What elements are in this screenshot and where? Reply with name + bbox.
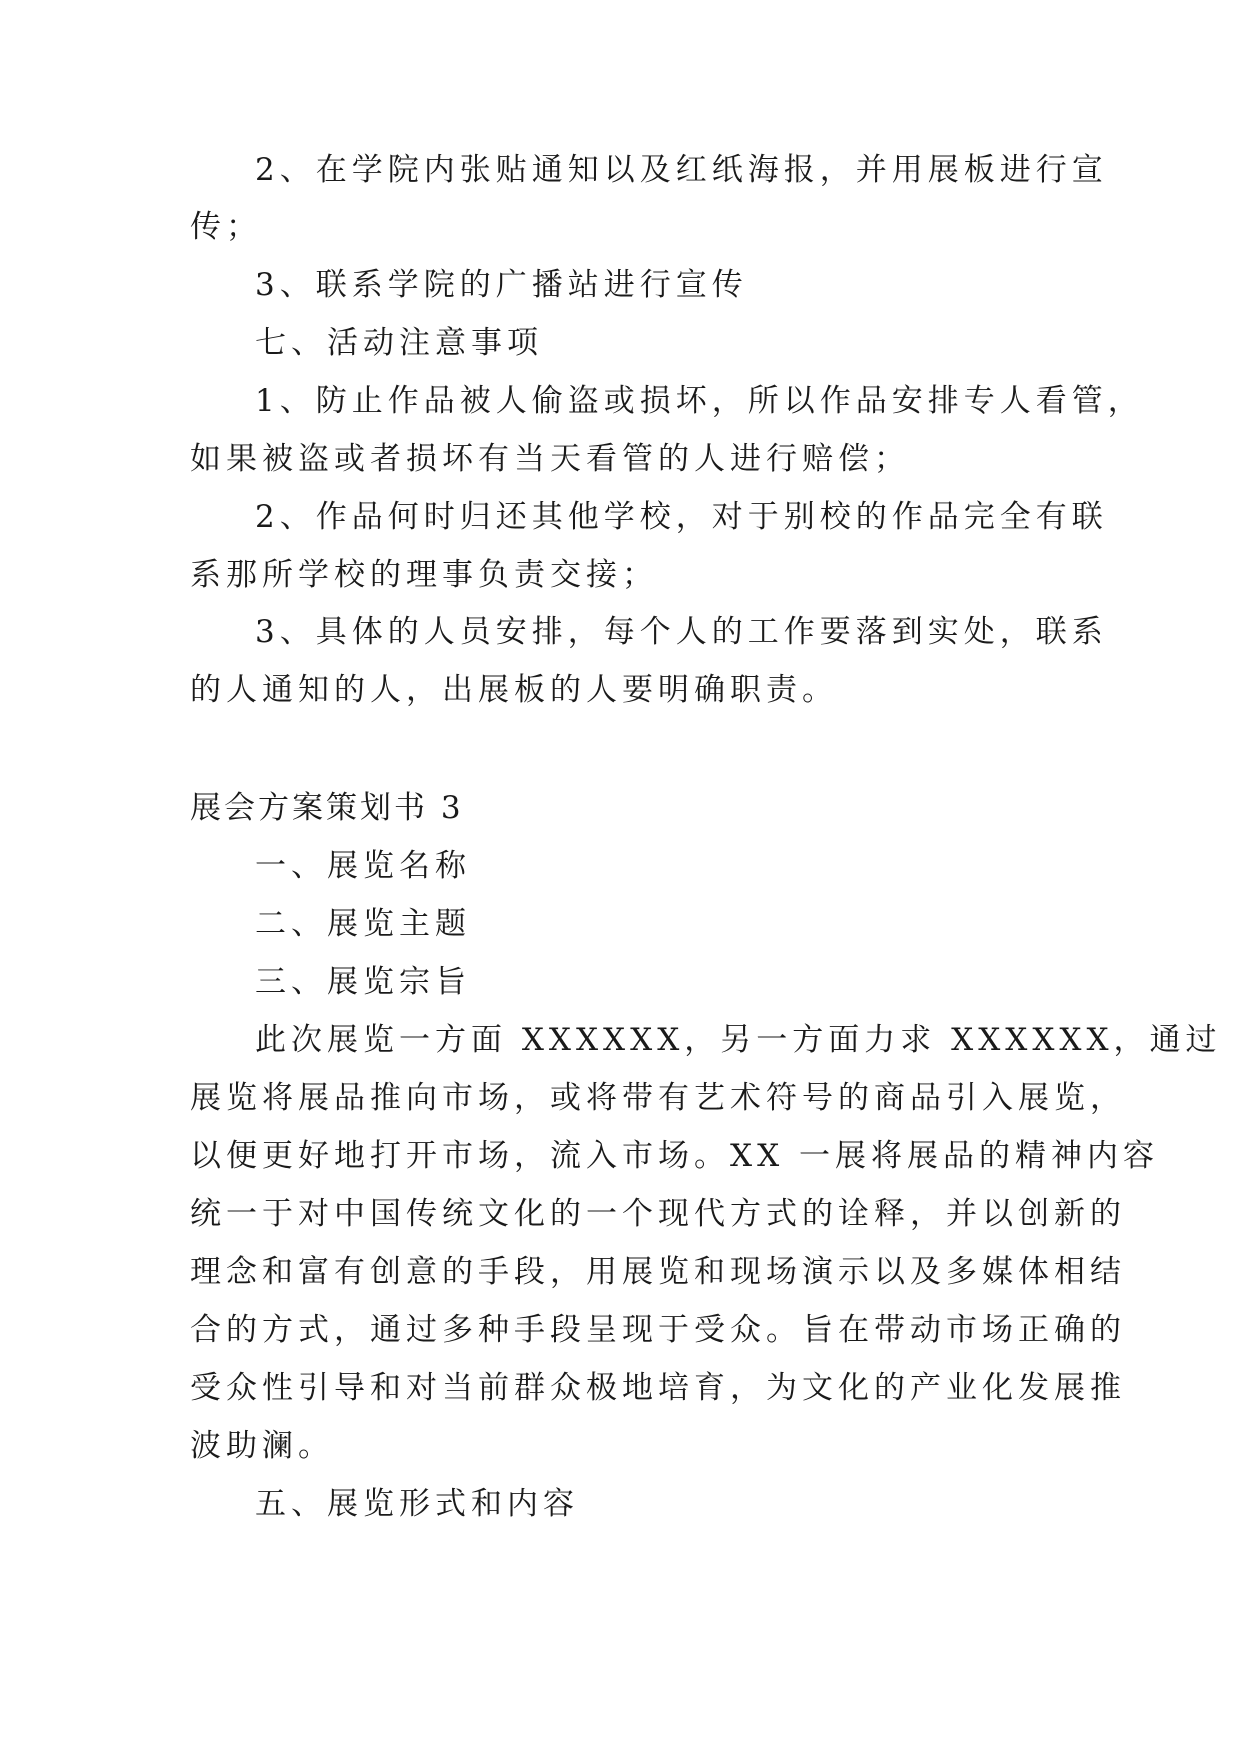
section-heading: 三、展览宗旨	[255, 964, 471, 1000]
section-heading: 七、活动注意事项	[255, 325, 543, 361]
text-line: 展览将展品推向市场，或将带有艺术符号的商品引入展览，	[190, 1080, 1126, 1116]
text-line: 如果被盗或者损坏有当天看管的人进行赔偿；	[190, 441, 910, 477]
text-line: 2、在学院内张贴通知以及红纸海报，并用展板进行宣	[255, 152, 1108, 188]
text-line: 统一于对中国传统文化的一个现代方式的诠释，并以创新的	[190, 1196, 1126, 1232]
text-line: 波助澜。	[190, 1428, 334, 1464]
text-line: 合的方式，通过多种手段呈现于受众。旨在带动市场正确的	[190, 1312, 1126, 1348]
section-heading: 二、展览主题	[255, 906, 471, 942]
text-line: 3、具体的人员安排，每个人的工作要落到实处，联系	[255, 614, 1108, 650]
text-line: 此次展览一方面 XXXXXX，另一方面力求 XXXXXX，通过	[255, 1022, 1222, 1058]
section-heading: 五、展览形式和内容	[255, 1486, 579, 1522]
text-line: 传；	[190, 209, 262, 245]
text-line: 系那所学校的理事负责交接；	[190, 557, 658, 593]
text-line: 以便更好地打开市场，流入市场。XX 一展将展品的精神内容	[190, 1138, 1159, 1174]
text-line: 的人通知的人，出展板的人要明确职责。	[190, 672, 838, 708]
text-line: 理念和富有创意的手段，用展览和现场演示以及多媒体相结	[190, 1254, 1126, 1290]
text-line: 2、作品何时归还其他学校，对于别校的作品完全有联	[255, 499, 1108, 535]
text-line: 3、联系学院的广播站进行宣传	[255, 267, 748, 303]
section-heading: 一、展览名称	[255, 848, 471, 884]
text-line: 受众性引导和对当前群众极地培育，为文化的产业化发展推	[190, 1370, 1126, 1406]
text-line: 1、防止作品被人偷盗或损坏，所以作品安排专人看管，	[255, 383, 1144, 419]
document-title: 展会方案策划书 3	[190, 790, 464, 826]
